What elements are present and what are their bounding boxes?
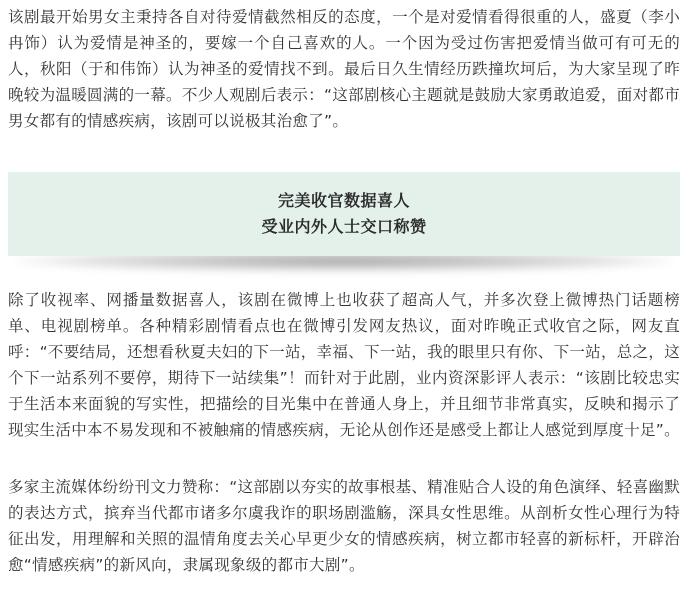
section-heading-banner [8, 172, 680, 262]
article-paragraph-1: 该剧最开始男女主秉持各自对待爱情截然相反的态度，一个是对爱情看得很重的人，盛夏（李小冉饰）认为爱情是神圣的，要嫁一个自己喜欢的人。一个因为受过伤害把爱情当做可有可无的人，秋阳（于和伟饰）认为神圣的爱情找不到。最后日久生情经历跌撞坎坷后，为大家呈现了昨晚较为温暖圆满的一幕。不少人观剧后表示：“这部剧核心主题就是鼓励大家勇敢追爱，面对都市男女都有的情感疾病，该剧可以说极其治愈了”。 [8, 8, 680, 130]
section-heading-line-1: 完美收官数据喜人 [277, 191, 410, 210]
banner-box [8, 172, 680, 256]
article-paragraph-3: 多家主流媒体纷纷刊文力赞称：“这部剧以夯实的故事根基、精准贴合人设的角色演绎、轻喜幽默的表达方式，摈弃当代都市诸多尔虞我诈的职场剧滥觞，深具女性思维。从剖析女性心理行为特征出发，用理解和关照的温情角度去关心早更少女的情感疾病，树立都市轻喜的新标杆，开辟治愈“情感疾病”的新风向，隶属现象级的都市大剧”。 [8, 478, 680, 574]
article-paragraph-2: 除了收视率、网播量数据喜人，该剧在微博上也收获了超高人气，并多次登上微博热门话题榜单、电视剧榜单。各种精彩剧情看点也在微博引发网友热议，面对昨晚正式收官之际，网友直呼：“不要结局，还想看秋夏夫妇的下一站，幸福、下一站，我的眼里只有你、下一站，总之，这个下一站系列不要停，期待下一站续集”！而针对于此剧，业内资深影评人表示：“该剧比较忠实于生活本来面貌的写实性，把描绘的目光集中在普通人身上，并且细节非常真实，反映和揭示了现实生活中本不易发现和不被触痛的情感疾病，无论从创作还是感受上都让人感觉到厚度十足”。 [8, 291, 680, 439]
section-heading-line-2: 受业内外人士交口称赞 [261, 217, 427, 236]
